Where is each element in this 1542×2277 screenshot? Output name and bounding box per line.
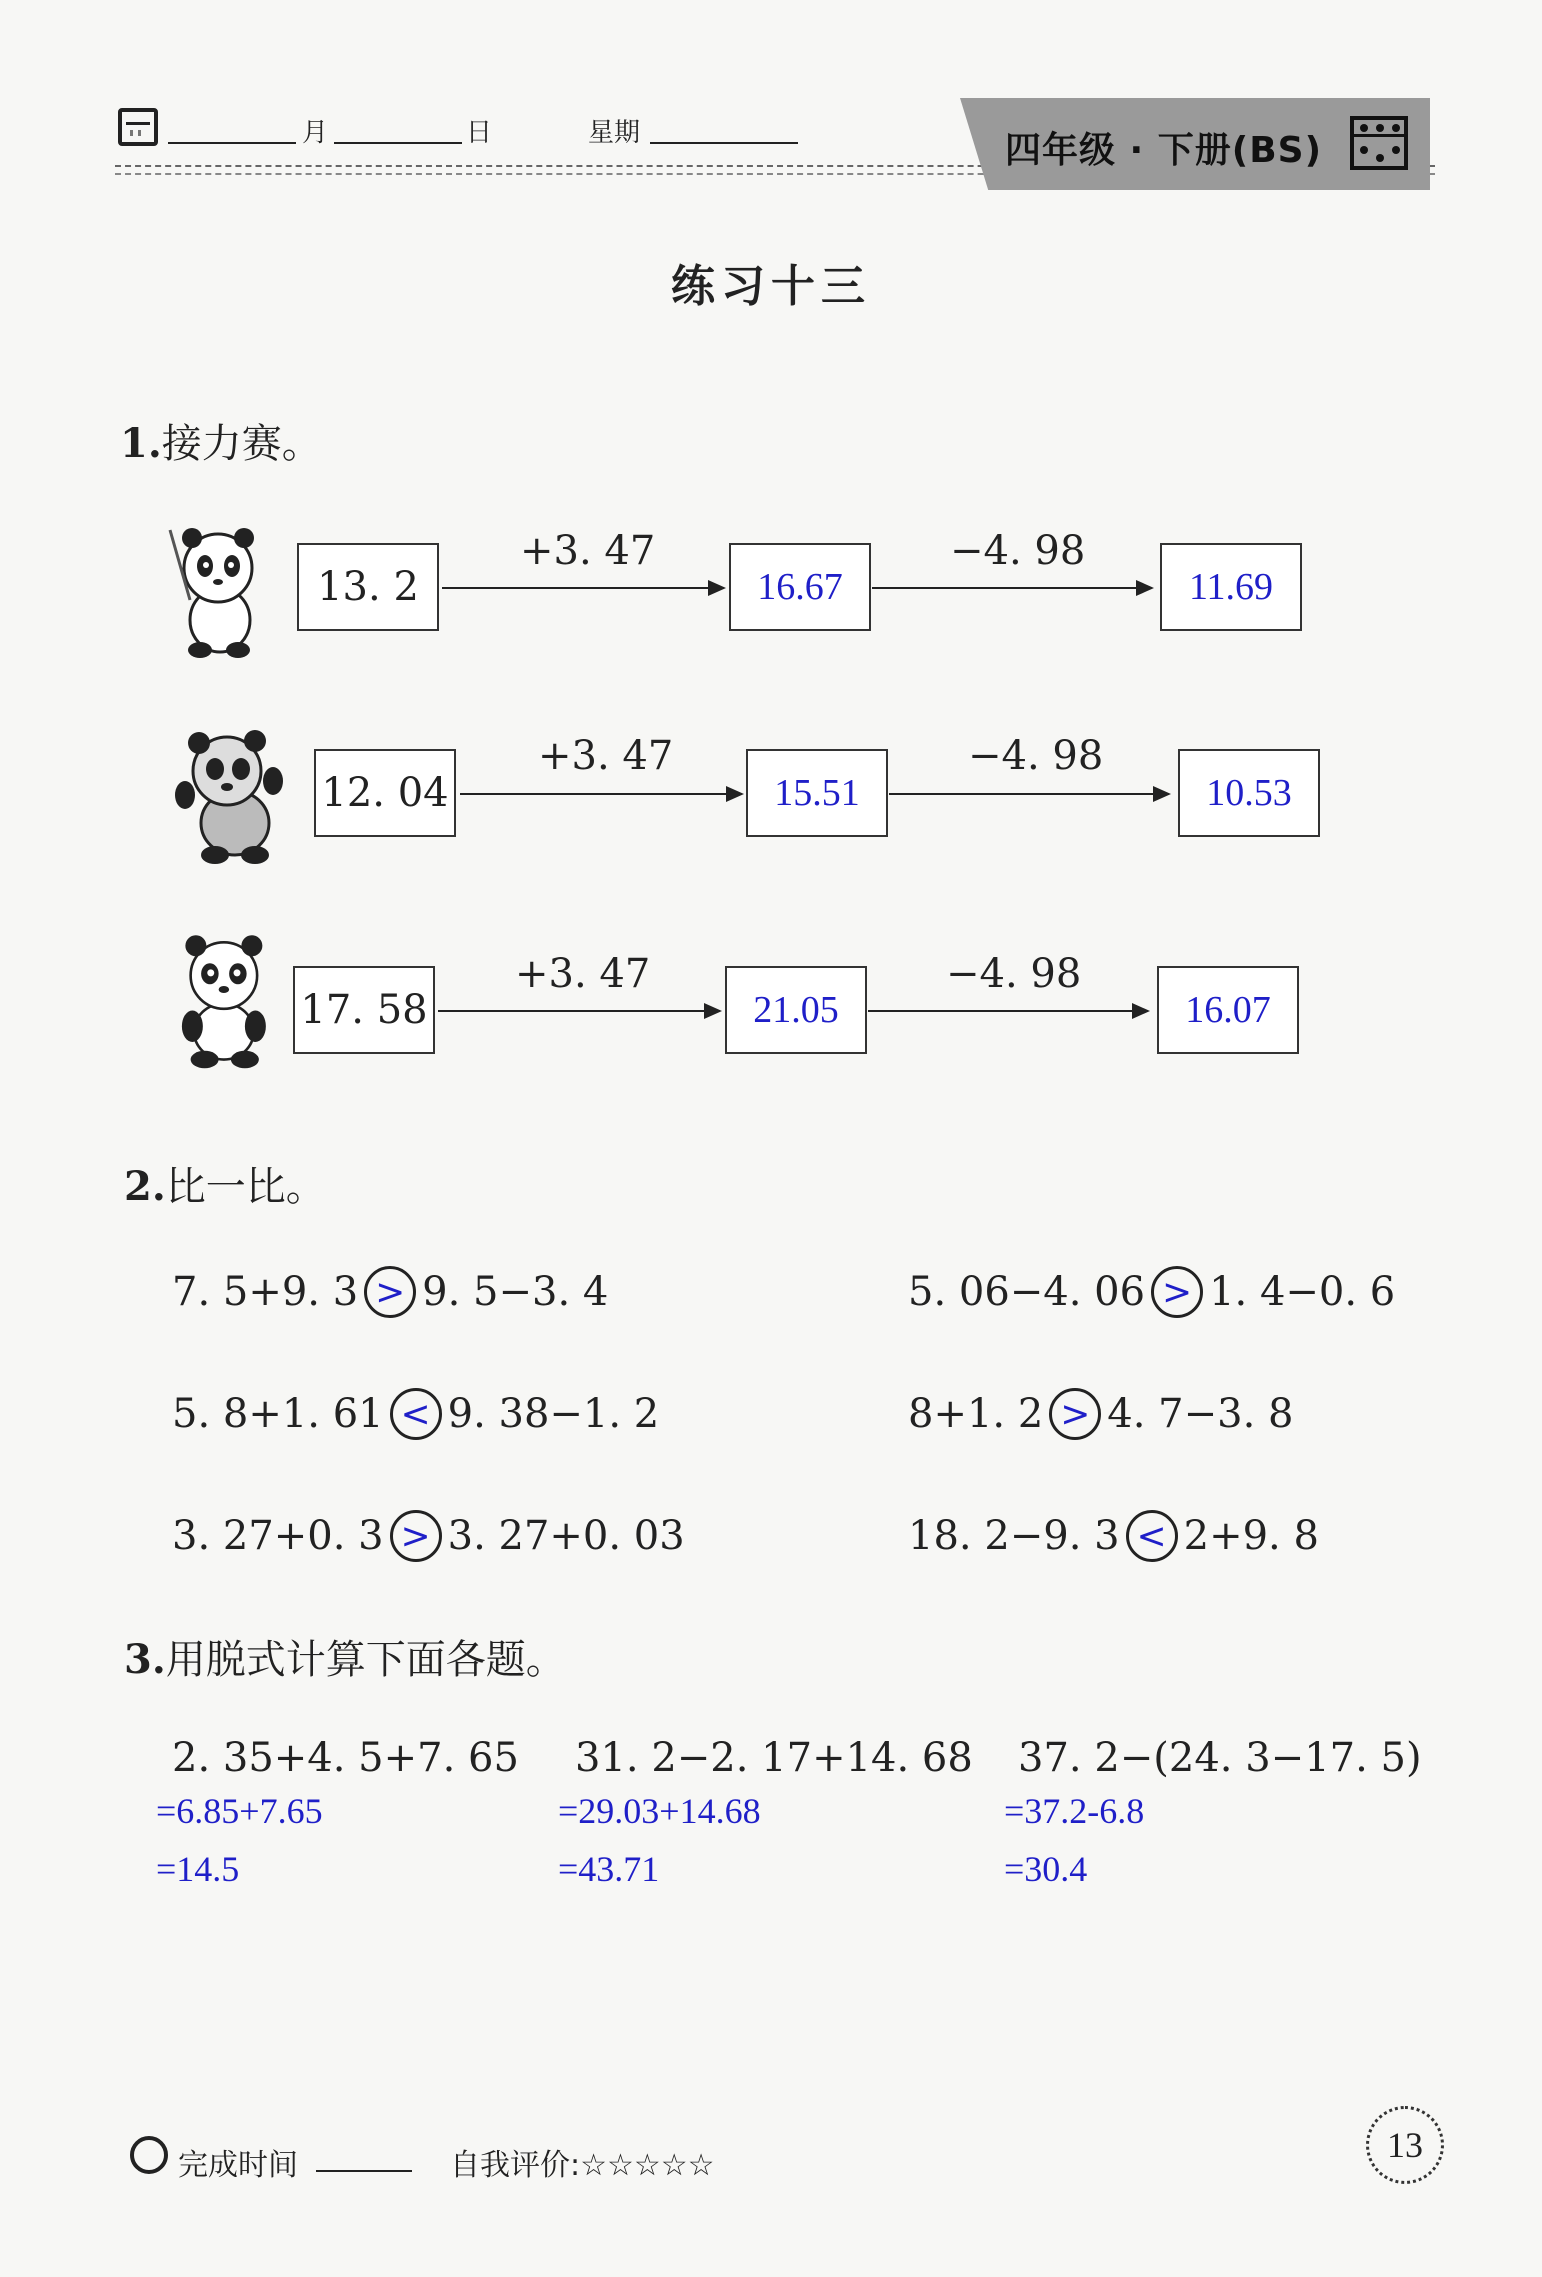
- relay-answer-box[interactable]: 16.67: [729, 543, 871, 631]
- relay-start-box: 13. 2: [297, 543, 439, 631]
- calc-step[interactable]: =30.4: [1004, 1849, 1088, 1889]
- relay-arrow: [889, 793, 1169, 795]
- compare-item: [908, 1510, 1319, 1562]
- relay-op-add: +3. 47: [520, 528, 656, 574]
- day-label: 日: [466, 118, 493, 148]
- relay-op-sub: −4. 98: [950, 528, 1086, 574]
- compare-item: [908, 1266, 1395, 1318]
- relay-arrow: [868, 1010, 1148, 1012]
- relay-start-box: 12. 04: [314, 749, 456, 837]
- compare-left: 3. 27+0. 3: [172, 1513, 384, 1559]
- calc-expression: 37. 2−(24. 3−17. 5): [1018, 1735, 1422, 1781]
- compare-right: 1. 4−0. 6: [1209, 1269, 1396, 1315]
- calc-step[interactable]: =6.85+7.65: [156, 1791, 323, 1831]
- compare-right: 9. 38−1. 2: [447, 1391, 660, 1437]
- compare-item: [172, 1510, 685, 1562]
- q1-text: 接力赛。: [161, 421, 322, 467]
- compare-left: 7. 5+9. 3: [172, 1269, 359, 1315]
- day-blank[interactable]: [334, 142, 462, 144]
- compare-left: 8+1. 2: [908, 1391, 1044, 1437]
- compare-sign-circle[interactable]: >: [390, 1510, 442, 1562]
- relay-op-sub: −4. 98: [946, 951, 1082, 997]
- q1-number: 1.: [120, 420, 162, 467]
- compare-item: [172, 1388, 659, 1440]
- q3-number: 3.: [124, 1636, 166, 1683]
- panda-icon: [175, 725, 285, 865]
- relay-answer-box[interactable]: 21.05: [725, 966, 867, 1054]
- month-blank[interactable]: [168, 142, 296, 144]
- relay-answer-box[interactable]: 10.53: [1178, 749, 1320, 837]
- abacus-icon: [1350, 116, 1408, 170]
- compare-left: 5. 06−4. 06: [908, 1269, 1146, 1315]
- calc-step[interactable]: =29.03+14.68: [558, 1791, 761, 1831]
- compare-right: 4. 7−3. 8: [1107, 1391, 1294, 1437]
- panda-icon: [160, 520, 270, 660]
- time-blank[interactable]: [316, 2170, 412, 2172]
- compare-right: 3. 27+0. 03: [447, 1513, 685, 1559]
- grade-banner-text: 四年级 · 下册(BS): [1005, 130, 1323, 171]
- calc-step[interactable]: =14.5: [156, 1849, 240, 1889]
- page-title: 练习十三: [671, 261, 871, 312]
- week-label: 星期: [588, 118, 641, 148]
- clock-icon: [130, 2136, 168, 2174]
- relay-op-sub: −4. 98: [968, 733, 1104, 779]
- time-label: 完成时间: [178, 2148, 298, 2183]
- page-number: 13: [1387, 2125, 1423, 2165]
- calc-expression: 31. 2−2. 17+14. 68: [575, 1735, 973, 1781]
- compare-sign-circle[interactable]: <: [390, 1388, 442, 1440]
- month-label: 月: [302, 118, 329, 148]
- compare-left: 18. 2−9. 3: [908, 1513, 1120, 1559]
- compare-sign-circle[interactable]: >: [1151, 1266, 1203, 1318]
- relay-answer-box[interactable]: 11.69: [1160, 543, 1302, 631]
- calendar-icon: [118, 108, 158, 146]
- panda-icon: [168, 930, 278, 1070]
- relay-op-add: +3. 47: [515, 951, 651, 997]
- compare-item: [172, 1266, 608, 1318]
- calc-step[interactable]: =43.71: [558, 1849, 660, 1889]
- q3-text: 用脱式计算下面各题。: [165, 1637, 566, 1683]
- compare-sign-circle[interactable]: >: [1049, 1388, 1101, 1440]
- calc-expression: 2. 35+4. 5+7. 65: [172, 1735, 519, 1781]
- relay-arrow: [438, 1010, 720, 1012]
- q2-text: 比一比。: [165, 1164, 326, 1210]
- relay-arrow: [872, 587, 1152, 589]
- compare-item: [908, 1388, 1293, 1440]
- relay-op-add: +3. 47: [538, 733, 674, 779]
- compare-sign-circle[interactable]: <: [1126, 1510, 1178, 1562]
- compare-right: 2+9. 8: [1183, 1513, 1319, 1559]
- compare-left: 5. 8+1. 61: [172, 1391, 384, 1437]
- compare-right: 9. 5−3. 4: [422, 1269, 609, 1315]
- week-blank[interactable]: [650, 142, 798, 144]
- q1-heading: [120, 412, 322, 469]
- relay-answer-box[interactable]: 15.51: [746, 749, 888, 837]
- q3-heading: [124, 1628, 566, 1685]
- q2-heading: [124, 1155, 326, 1212]
- calc-step[interactable]: =37.2-6.8: [1004, 1791, 1145, 1831]
- compare-sign-circle[interactable]: >: [364, 1266, 416, 1318]
- relay-arrow: [442, 587, 724, 589]
- relay-start-box: 17. 58: [293, 966, 435, 1054]
- self-evaluation[interactable]: 自我评价:☆☆☆☆☆: [450, 2148, 715, 2183]
- q2-number: 2.: [124, 1163, 166, 1210]
- relay-answer-box[interactable]: 16.07: [1157, 966, 1299, 1054]
- relay-arrow: [460, 793, 742, 795]
